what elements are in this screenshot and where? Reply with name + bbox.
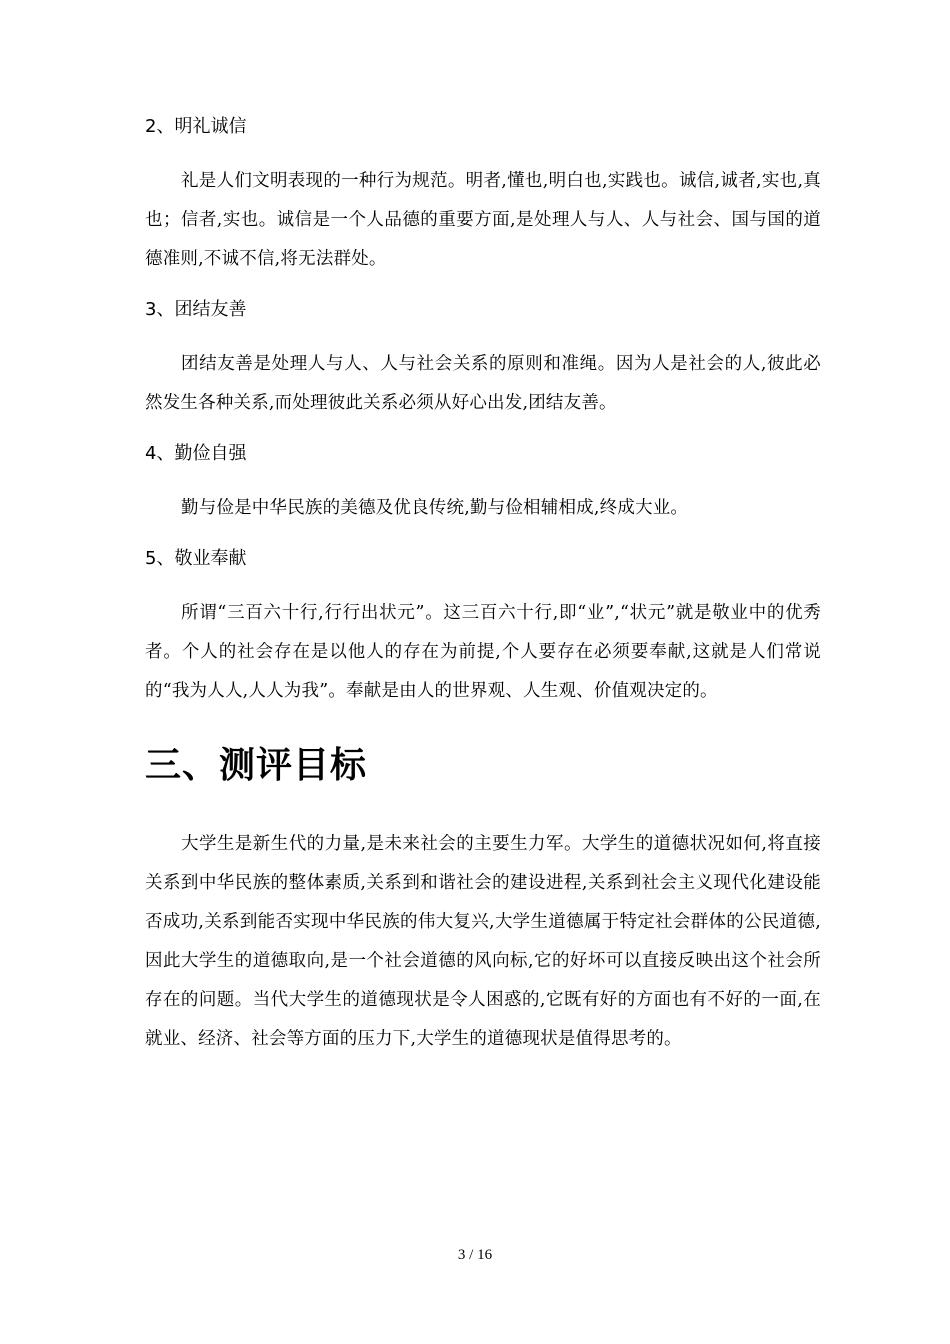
section-body-jingye-fengxian: 所谓“三百六十行,行行出状元”。这三百六十行,即“业”,“状元”就是敬业中的优秀者。个人的社会存在是以他人的存在为前提,个人要存在必须要奉献,这就是人们常说的“我为人人,人人为我”。奉献是由人的世界观、人生观、价值观决定的。 (145, 603, 821, 701)
section-body-mingli-chengxin: 礼是人们文明表现的一种行为规范。明者,懂也,明白也,实践也。诚信,诚者,实也,真也；信者,实也。诚信是一个人品德的重要方面,是处理人与人、人与社会、国与国的道德准则,不诚不信,将无法群处。 (145, 171, 821, 269)
chapter-body: 大学生是新生代的力量,是未来社会的主要生力军。大学生的道德状况如何,将直接关系到中华民族的整体素质,关系到和谐社会的建设进程,关系到社会主义现代化建设能否成功,关系到能否实现中华民族的伟大复兴,大学生道德属于特定社会群体的公民道德,因此大学生的道德取向,是一个社会道德的风向标,它的好坏可以直接反映出这个社会所存在的问题。当代大学生的道德现状是令人困惑的,它既有好的方面也有不好的一面,在就业、经济、社会等方面的压力下,大学生的道德现状是值得思考的。 (145, 834, 821, 1049)
section-heading-jingye-fengxian: 5、敬业奉献 (145, 548, 247, 569)
section-body-tuanjie-youshan: 团结友善是处理人与人、人与社会关系的原则和准绳。因为人是社会的人,彼此必然发生各种关系,而处理彼此关系必须从好心出发,团结友善。 (145, 354, 821, 413)
page-number: 3 / 16 (457, 1247, 493, 1263)
section-heading-tuanjie-youshan: 3、团结友善 (145, 299, 247, 320)
page-content (145, 112, 821, 1075)
section-heading-mingli-chengxin: 2、明礼诚信 (145, 116, 247, 137)
chapter-heading: 三、测评目标 (145, 745, 368, 786)
section-body-qinjian-ziqiang: 勤与俭是中华民族的美德及优良传统,勤与俭相辅相成,终成大业。 (181, 498, 689, 518)
section-heading-qinjian-ziqiang: 4、勤俭自强 (145, 443, 247, 464)
